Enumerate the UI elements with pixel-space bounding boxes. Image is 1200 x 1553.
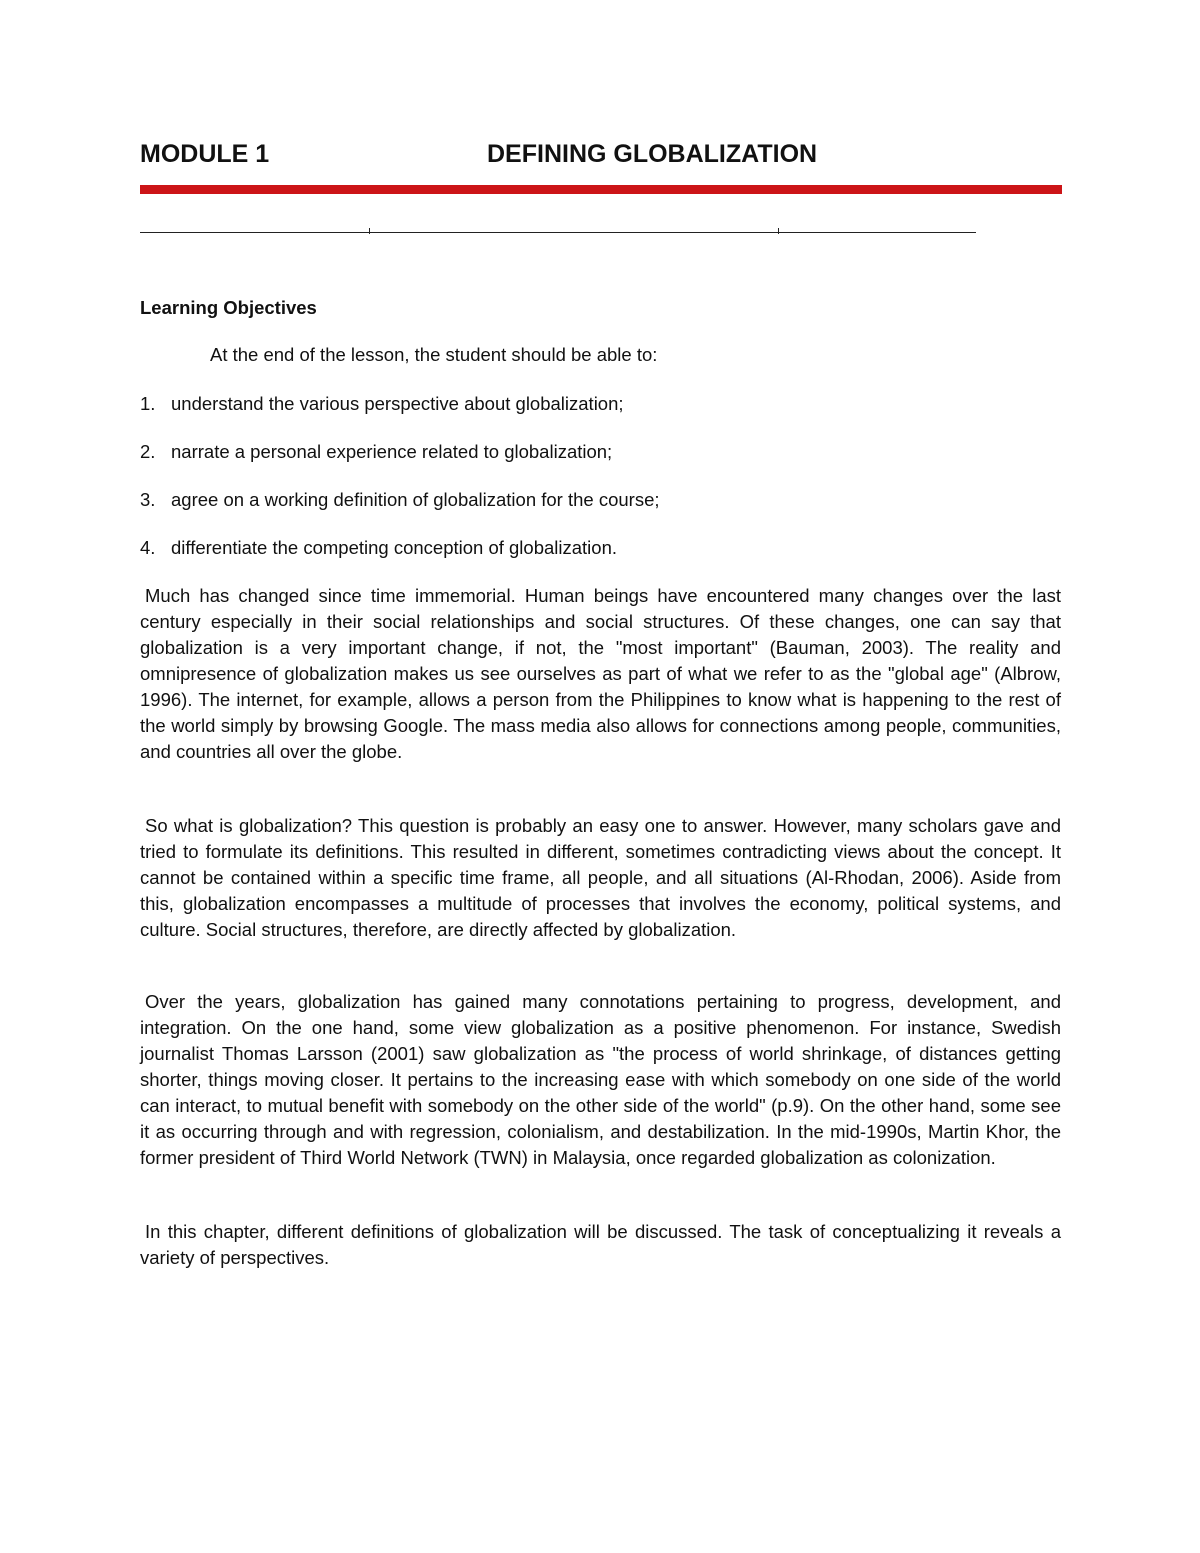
body-paragraph: Over the years, globalization has gained many connotations pertaining to progress, development, and integration. On the one hand, some view globalization as a positive phenomenon. For instance, Swedish journalist Thomas Larsson (2001) saw globalization as "the process of world shrinkage, of distances getting shorter, things moving closer. It pertains to the increasing ease with which somebody on one side of the world can interact, to mutual benefit with somebody on the other side of the world" (p.9). On the other hand, some see it as occurring through and with regression, colonialism, and destabilization. In the mid-1990s, Martin Khor, the former president of Third World Network (TWN) in Malaysia, once regarded globalization as colonization.	[140, 991, 1061, 1168]
objective-text: narrate a personal experience related to globalization;	[171, 441, 613, 462]
divider-tick	[778, 228, 779, 234]
objectives-intro: At the end of the lesson, the student should be able to:	[210, 344, 658, 365]
objective-text: differentiate the competing conception of globalization.	[171, 537, 618, 558]
module-title: DEFINING GLOBALIZATION	[487, 140, 818, 168]
body-paragraph: So what is globalization? This question is probably an easy one to answer. However, many scholars gave and tried to formulate its definitions. This resulted in different, sometimes contradicting views about the concept. It cannot be contained within a specific time frame, all people, and all situations (Al-Rhodan, 2006). Aside from this, globalization encompasses a multitude of processes that involves the economy, political systems, and culture. Social structures, therefore, are directly affected by globalization.	[140, 815, 1061, 940]
objective-item	[140, 441, 612, 463]
objective-item	[140, 537, 617, 559]
header-divider-line	[140, 232, 976, 233]
objective-number: 3.	[140, 489, 156, 510]
divider-tick	[369, 228, 370, 234]
body-paragraph: In this chapter, different definitions of globalization will be discussed. The task of conceptualizing it reveals a variety of perspectives.	[140, 1221, 1061, 1268]
learning-objectives-heading: Learning Objectives	[140, 297, 317, 318]
objective-text: agree on a working definition of globalization for the course;	[171, 489, 660, 510]
objective-item	[140, 393, 624, 415]
objective-number: 2.	[140, 441, 156, 462]
objective-text: understand the various perspective about globalization;	[171, 393, 624, 414]
objective-number: 1.	[140, 393, 156, 414]
header-accent-rule	[140, 185, 1062, 194]
module-header	[140, 140, 1060, 174]
body-paragraph: Much has changed since time immemorial. Human beings have encountered many changes over the last century especially in their social relationships and social structures. Of these changes, one can say that globalization is a very important change, if not, the "most important" (Bauman, 2003). The reality and omnipresence of globalization makes us see ourselves as part of what we refer to as the "global age" (Albrow, 1996). The internet, for example, allows a person from the Philippines to know what is happening to the rest of the world simply by browsing Google. The mass media also allows for connections among people, communities, and countries all over the globe.	[140, 585, 1061, 762]
objective-item	[140, 489, 660, 511]
objective-number: 4.	[140, 537, 156, 558]
module-number: MODULE 1	[140, 140, 270, 168]
